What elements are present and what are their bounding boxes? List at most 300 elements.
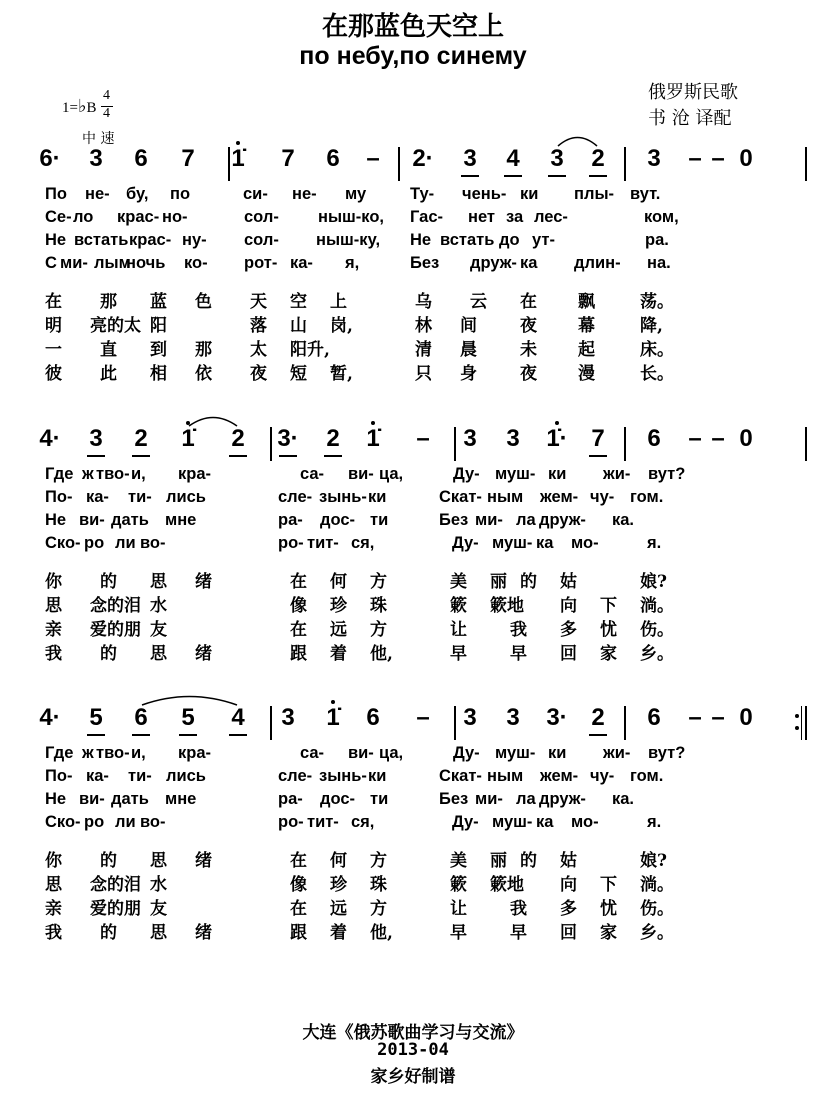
lyric-russian: ви- [348, 465, 374, 483]
eighth-underline [87, 734, 105, 736]
lyric-chinese: 方 [370, 572, 387, 592]
lyric-russian: нет [468, 208, 496, 226]
lyric-russian: ным [487, 767, 524, 785]
lyric-chinese: 方 [370, 899, 387, 919]
lyric-russian: мне [165, 511, 197, 529]
lyric-russian: ком, [644, 208, 679, 226]
lyric-russian: вут. [630, 185, 661, 203]
note: 3· [277, 425, 299, 452]
lyric-russian: ти [370, 790, 389, 808]
note: 0 [739, 425, 753, 452]
time-signature-bottom: 4 [103, 106, 110, 121]
lyric-russian: ти- [128, 488, 152, 506]
lyric-chinese: 美 [450, 851, 467, 871]
lyric-chinese: 淌。 [640, 875, 674, 895]
lyric-russian: ла [516, 790, 536, 808]
lyric-chinese: 天 [250, 292, 267, 312]
lyric-chinese: 的 [100, 923, 117, 943]
lyric-russian: за [506, 208, 524, 226]
lyric-chinese: 山 [290, 316, 307, 336]
note: 3 [506, 704, 520, 731]
lyric-chinese: 你 [45, 851, 62, 871]
lyric-russian: дос- [320, 790, 356, 808]
lyric-chinese: 美 [450, 572, 467, 592]
lyric-russian: Без [439, 511, 469, 529]
lyric-russian: вут? [648, 465, 686, 483]
lyric-chinese: 清 [415, 340, 432, 360]
lyric-russian: ка. [612, 511, 635, 529]
lyric-chinese: 珠 [370, 875, 387, 895]
note: – [711, 425, 725, 452]
lyric-chinese: 岗, [330, 316, 353, 336]
lyric-russian: ца, [379, 744, 404, 762]
lyric-russian: Не [45, 790, 67, 808]
lyric-chinese: 远 [330, 620, 347, 640]
lyric-russian: ка- [86, 767, 109, 785]
lyric-chinese: 的 [100, 572, 117, 592]
lyric-russian: ся, [351, 813, 375, 831]
lyric-chinese: 色 [195, 292, 212, 312]
lyric-chinese: 依 [195, 364, 212, 384]
lyric-chinese: 在 [290, 851, 307, 871]
note: 6 [647, 425, 661, 452]
lyric-chinese: 簌 [450, 596, 467, 616]
lyric-chinese: 下 [600, 596, 617, 616]
bar-line [398, 147, 400, 181]
repeat-dot [795, 714, 799, 718]
eighth-underline [548, 175, 566, 177]
note: 3 [647, 145, 661, 172]
lyric-russian: ли [115, 534, 136, 552]
lyric-chinese: 回 [560, 644, 577, 664]
lyric-russian: рот- [244, 254, 278, 272]
lyric-russian: ка- [290, 254, 313, 272]
lyric-chinese: 上 [330, 292, 347, 312]
lyric-chinese: 思 [150, 851, 167, 871]
lyric-chinese: 他, [370, 923, 393, 943]
lyric-chinese: 绪 [195, 572, 212, 592]
lyric-russian: ра. [645, 231, 669, 249]
lyric-russian: ки [368, 767, 387, 785]
note: 3 [89, 425, 103, 452]
lyric-russian: Ду- [453, 465, 480, 483]
lyric-russian: бу, [126, 185, 149, 203]
lyric-russian: ныш-ко, [318, 208, 385, 226]
lyric-russian: ви- [348, 744, 374, 762]
eighth-underline [179, 734, 197, 736]
note: 0 [739, 704, 753, 731]
lyric-russian: ми- [475, 511, 503, 529]
lyric-chinese: 忧 [600, 620, 617, 640]
lyric-russian: муш- [495, 465, 536, 483]
lyric-russian: ти [370, 511, 389, 529]
lyric-chinese: 直 [100, 340, 117, 360]
lyric-chinese: 未 [520, 340, 537, 360]
lyric-russian: Без [439, 790, 469, 808]
lyric-chinese: 丽 [490, 851, 507, 871]
lyric-russian: муш- [492, 534, 533, 552]
lyric-chinese: 多 [560, 899, 577, 919]
note: 1̇ [366, 425, 380, 452]
lyric-chinese: 幕 [578, 316, 595, 336]
flat-sign: ♭ [77, 96, 87, 116]
lyric-russian: кра- [178, 744, 212, 762]
lyric-russian: Не [410, 231, 432, 249]
lyric-chinese: 思 [150, 572, 167, 592]
lyric-russian: сол- [244, 208, 279, 226]
lyric-chinese: 伤。 [640, 899, 674, 919]
lyric-chinese: 多 [560, 620, 577, 640]
lyric-chinese: 在 [45, 292, 62, 312]
lyric-chinese: 像 [290, 875, 307, 895]
lyric-russian: Се- [45, 208, 72, 226]
note: 2 [591, 704, 605, 731]
lyric-chinese: 珍 [330, 875, 347, 895]
lyric-chinese: 珍 [330, 596, 347, 616]
lyric-russian: ки [548, 744, 567, 762]
lyric-chinese: 早 [510, 923, 527, 943]
note: 3 [463, 425, 477, 452]
lyric-chinese: 云 [470, 292, 487, 312]
lyric-russian: жем- [540, 488, 579, 506]
lyric-russian: и, [131, 465, 146, 483]
lyric-russian: ви- [79, 790, 105, 808]
lyric-chinese: 空 [290, 292, 307, 312]
lyric-chinese: 姑 [560, 572, 577, 592]
note: 2 [134, 425, 148, 452]
lyric-chinese: 念的泪 [90, 875, 141, 895]
lyric-chinese: 荡。 [640, 292, 674, 312]
lyric-russian: ки [520, 185, 539, 203]
note: 2· [412, 145, 434, 172]
lyric-russian: ца, [379, 465, 404, 483]
lyric-chinese: 绪 [195, 644, 212, 664]
lyric-russian: мо- [571, 813, 599, 831]
lyric-russian: во- [140, 534, 166, 552]
lyric-russian: чень- [462, 185, 507, 203]
lyric-russian: сле- [278, 767, 313, 785]
lyric-chinese: 让 [450, 899, 467, 919]
lyric-russian: друж- [470, 254, 517, 272]
lyric-chinese: 丽 [490, 572, 507, 592]
lyric-russian: Скат- [439, 767, 482, 785]
lyric-chinese: 家 [600, 923, 617, 943]
lyric-russian: Ско- [45, 534, 81, 552]
eighth-underline [504, 175, 522, 177]
bar-line [624, 706, 626, 740]
note: 7 [181, 145, 195, 172]
lyric-chinese: 早 [510, 644, 527, 664]
lyric-russian: ка [536, 813, 554, 831]
lyric-russian: ла [516, 511, 536, 529]
lyric-russian: Ту- [410, 185, 435, 203]
note: 1̇ [181, 425, 195, 452]
lyric-russian: ут- [532, 231, 555, 249]
note: 3 [281, 704, 295, 731]
footer-source: 大连《俄苏歌曲学习与交流》 [302, 1023, 524, 1043]
eighth-underline [87, 455, 105, 457]
note: 4· [39, 704, 61, 731]
lyric-chinese: 跟 [290, 923, 307, 943]
lyric-russian: не- [85, 185, 110, 203]
note: 4· [39, 425, 61, 452]
lyric-chinese: 方 [370, 620, 387, 640]
lyric-russian: Ду- [452, 813, 479, 831]
eighth-underline [229, 455, 247, 457]
note: – [688, 145, 702, 172]
lyric-russian: ся, [351, 534, 375, 552]
lyric-chinese: 晨 [460, 340, 477, 360]
lyric-russian: кра- [178, 465, 212, 483]
lyric-chinese: 思 [45, 875, 62, 895]
lyric-chinese: 我 [45, 644, 62, 664]
note: 5 [89, 704, 103, 731]
lyric-russian: Не [45, 511, 67, 529]
lyric-russian: ви- [79, 511, 105, 529]
lyric-russian: ка [536, 534, 554, 552]
lyric-russian: По [45, 185, 67, 203]
note: 1̇· [546, 425, 568, 452]
lyric-russian: до [499, 231, 520, 249]
lyric-russian: вут? [648, 744, 686, 762]
lyric-russian: му [345, 185, 367, 203]
eighth-underline [132, 455, 150, 457]
lyric-russian: ли [115, 813, 136, 831]
lyric-chinese: 淌。 [640, 596, 674, 616]
lyric-russian: лес- [534, 208, 568, 226]
lyric-chinese: 身 [460, 364, 477, 384]
octave-dot [331, 700, 335, 704]
lyric-chinese: 此 [100, 364, 117, 384]
lyric-russian: ки [368, 488, 387, 506]
bar-line [805, 706, 807, 740]
note: 1̇ [231, 145, 245, 172]
lyric-russian: дать [111, 511, 149, 529]
key-signature [62, 96, 96, 117]
lyric-chinese: 何 [330, 851, 347, 871]
note: 7 [281, 145, 295, 172]
lyric-chinese: 暂, [330, 364, 353, 384]
song-title-chinese: 在那蓝色天空上 [321, 12, 504, 42]
lyric-chinese: 彼 [45, 364, 62, 384]
lyric-russian: зынь- [319, 488, 367, 506]
note: 6 [134, 704, 148, 731]
note: 3 [550, 145, 564, 172]
lyric-russian: По- [45, 488, 73, 506]
slur-arc [557, 133, 598, 147]
lyric-chinese: 娘? [640, 572, 667, 592]
eighth-underline [589, 455, 607, 457]
lyric-chinese: 家 [600, 644, 617, 664]
note: 2 [231, 425, 245, 452]
bar-line [624, 147, 626, 181]
song-title-russian: по небу,по синему [299, 42, 527, 70]
lyric-chinese: 忧 [600, 899, 617, 919]
lyric-chinese: 他, [370, 644, 393, 664]
lyric-chinese: 夜 [520, 316, 537, 336]
lyric-russian: тит- [307, 813, 339, 831]
lyric-russian: ко- [184, 254, 208, 272]
lyric-chinese: 思 [150, 644, 167, 664]
lyric-chinese: 娘? [640, 851, 667, 871]
key-note: B [86, 100, 97, 116]
bar-line [805, 147, 807, 181]
lyric-chinese: 簌地 [490, 596, 524, 616]
note: 7 [591, 425, 605, 452]
lyric-russian: Гас- [410, 208, 443, 226]
note: 6 [366, 704, 380, 731]
lyric-chinese: 早 [450, 644, 467, 664]
lyric-russian: мо- [571, 534, 599, 552]
lyric-russian: плы- [574, 185, 615, 203]
lyric-chinese: 乡。 [640, 923, 674, 943]
note: – [711, 704, 725, 731]
note: 3 [463, 145, 477, 172]
note: 4 [231, 704, 245, 731]
eighth-underline [132, 734, 150, 736]
lyric-russian: сле- [278, 488, 313, 506]
lyric-chinese: 着 [330, 923, 347, 943]
note: – [688, 704, 702, 731]
octave-dot [186, 421, 190, 425]
lyric-chinese: 何 [330, 572, 347, 592]
lyric-russian: не- [292, 185, 317, 203]
lyric-chinese: 夜 [520, 364, 537, 384]
note: 6 [134, 145, 148, 172]
lyric-russian: ро [84, 534, 105, 552]
lyric-russian: друж- [539, 511, 586, 529]
lyric-russian: жем- [540, 767, 579, 785]
eighth-underline [229, 734, 247, 736]
lyric-chinese: 友 [150, 899, 167, 919]
lyric-chinese: 姑 [560, 851, 577, 871]
lyric-chinese: 的 [520, 572, 537, 592]
lyric-chinese: 着 [330, 644, 347, 664]
lyric-chinese: 那 [195, 340, 212, 360]
lyric-chinese: 床。 [640, 340, 674, 360]
bar-line [270, 706, 272, 740]
lyric-chinese: 的 [100, 851, 117, 871]
lyric-russian: встать [74, 231, 129, 249]
lyric-chinese: 爱的朋 [90, 620, 141, 640]
lyric-russian: ночь [126, 254, 166, 272]
lyric-chinese: 你 [45, 572, 62, 592]
lyric-chinese: 簌 [450, 875, 467, 895]
lyric-russian: тит- [307, 534, 339, 552]
lyric-chinese: 思 [45, 596, 62, 616]
eighth-underline [461, 175, 479, 177]
note: – [366, 145, 380, 172]
lyric-russian: ро- [278, 813, 304, 831]
lyric-chinese: 到 [150, 340, 167, 360]
lyric-chinese: 一 [45, 340, 62, 360]
lyric-chinese: 相 [150, 364, 167, 384]
lyric-chinese: 在 [520, 292, 537, 312]
lyric-russian: ка- [86, 488, 109, 506]
lyric-russian: ти- [128, 767, 152, 785]
note: – [416, 425, 430, 452]
lyric-russian: Без [410, 254, 440, 272]
lyric-russian: и, [131, 744, 146, 762]
eighth-underline [279, 455, 297, 457]
lyric-chinese: 我 [510, 620, 527, 640]
lyric-russian: мне [165, 790, 197, 808]
lyric-chinese: 起 [578, 340, 595, 360]
lyric-chinese: 漫 [578, 364, 595, 384]
lyric-russian: муш- [492, 813, 533, 831]
footer-maker: 家乡好制谱 [370, 1067, 456, 1087]
lyric-chinese: 向 [560, 875, 577, 895]
lyric-russian: ка [520, 254, 538, 272]
lyric-russian: ным [487, 488, 524, 506]
eighth-underline [589, 175, 607, 177]
lyric-russian: ки [548, 465, 567, 483]
lyric-chinese: 在 [290, 899, 307, 919]
lyric-chinese: 远 [330, 899, 347, 919]
lyric-chinese: 落 [250, 316, 267, 336]
lyric-chinese: 回 [560, 923, 577, 943]
lyric-chinese: 亮的太 [90, 316, 141, 336]
lyric-russian: ка. [612, 790, 635, 808]
lyric-chinese: 方 [370, 851, 387, 871]
lyric-russian: ра- [278, 511, 303, 529]
lyric-russian: ми- [475, 790, 503, 808]
lyric-chinese: 短 [290, 364, 307, 384]
lyric-russian: лым [94, 254, 131, 272]
lyric-chinese: 乡。 [640, 644, 674, 664]
lyric-chinese: 下 [600, 875, 617, 895]
bar-line [270, 427, 272, 461]
lyric-chinese: 水 [150, 875, 167, 895]
lyric-russian: чу- [590, 488, 615, 506]
note: 2 [326, 425, 340, 452]
note: 6 [326, 145, 340, 172]
lyric-russian: гом. [630, 767, 664, 785]
lyric-russian: ро [84, 813, 105, 831]
lyric-russian: С [45, 254, 57, 272]
lyric-chinese: 亲 [45, 620, 62, 640]
lyric-chinese: 在 [290, 572, 307, 592]
lyric-russian: ж [82, 744, 94, 762]
note: – [688, 425, 702, 452]
lyric-chinese: 水 [150, 596, 167, 616]
lyric-russian: тво- [96, 744, 130, 762]
lyric-chinese: 绪 [195, 923, 212, 943]
slur-arc [141, 692, 238, 706]
lyric-chinese: 绪 [195, 851, 212, 871]
lyric-russian: по [170, 185, 191, 203]
lyric-russian: я. [647, 813, 662, 831]
lyric-chinese: 蓝 [150, 292, 167, 312]
lyric-chinese: 让 [450, 620, 467, 640]
footer-date: 2013-04 [377, 1040, 449, 1060]
lyric-russian: дать [111, 790, 149, 808]
lyric-chinese: 夜 [250, 364, 267, 384]
note: 3· [546, 704, 568, 731]
lyric-chinese: 间 [460, 316, 477, 336]
time-signature-top: 4 [103, 88, 110, 103]
lyric-russian: чу- [590, 767, 615, 785]
note: – [711, 145, 725, 172]
lyric-russian: Ду- [453, 744, 480, 762]
lyric-chinese: 那 [100, 292, 117, 312]
lyric-russian: дос- [320, 511, 356, 529]
lyric-chinese: 林 [415, 316, 432, 336]
lyric-chinese: 我 [45, 923, 62, 943]
lyric-chinese: 长。 [640, 364, 674, 384]
lyric-chinese: 太 [250, 340, 267, 360]
lyric-russian: ло [73, 208, 94, 226]
